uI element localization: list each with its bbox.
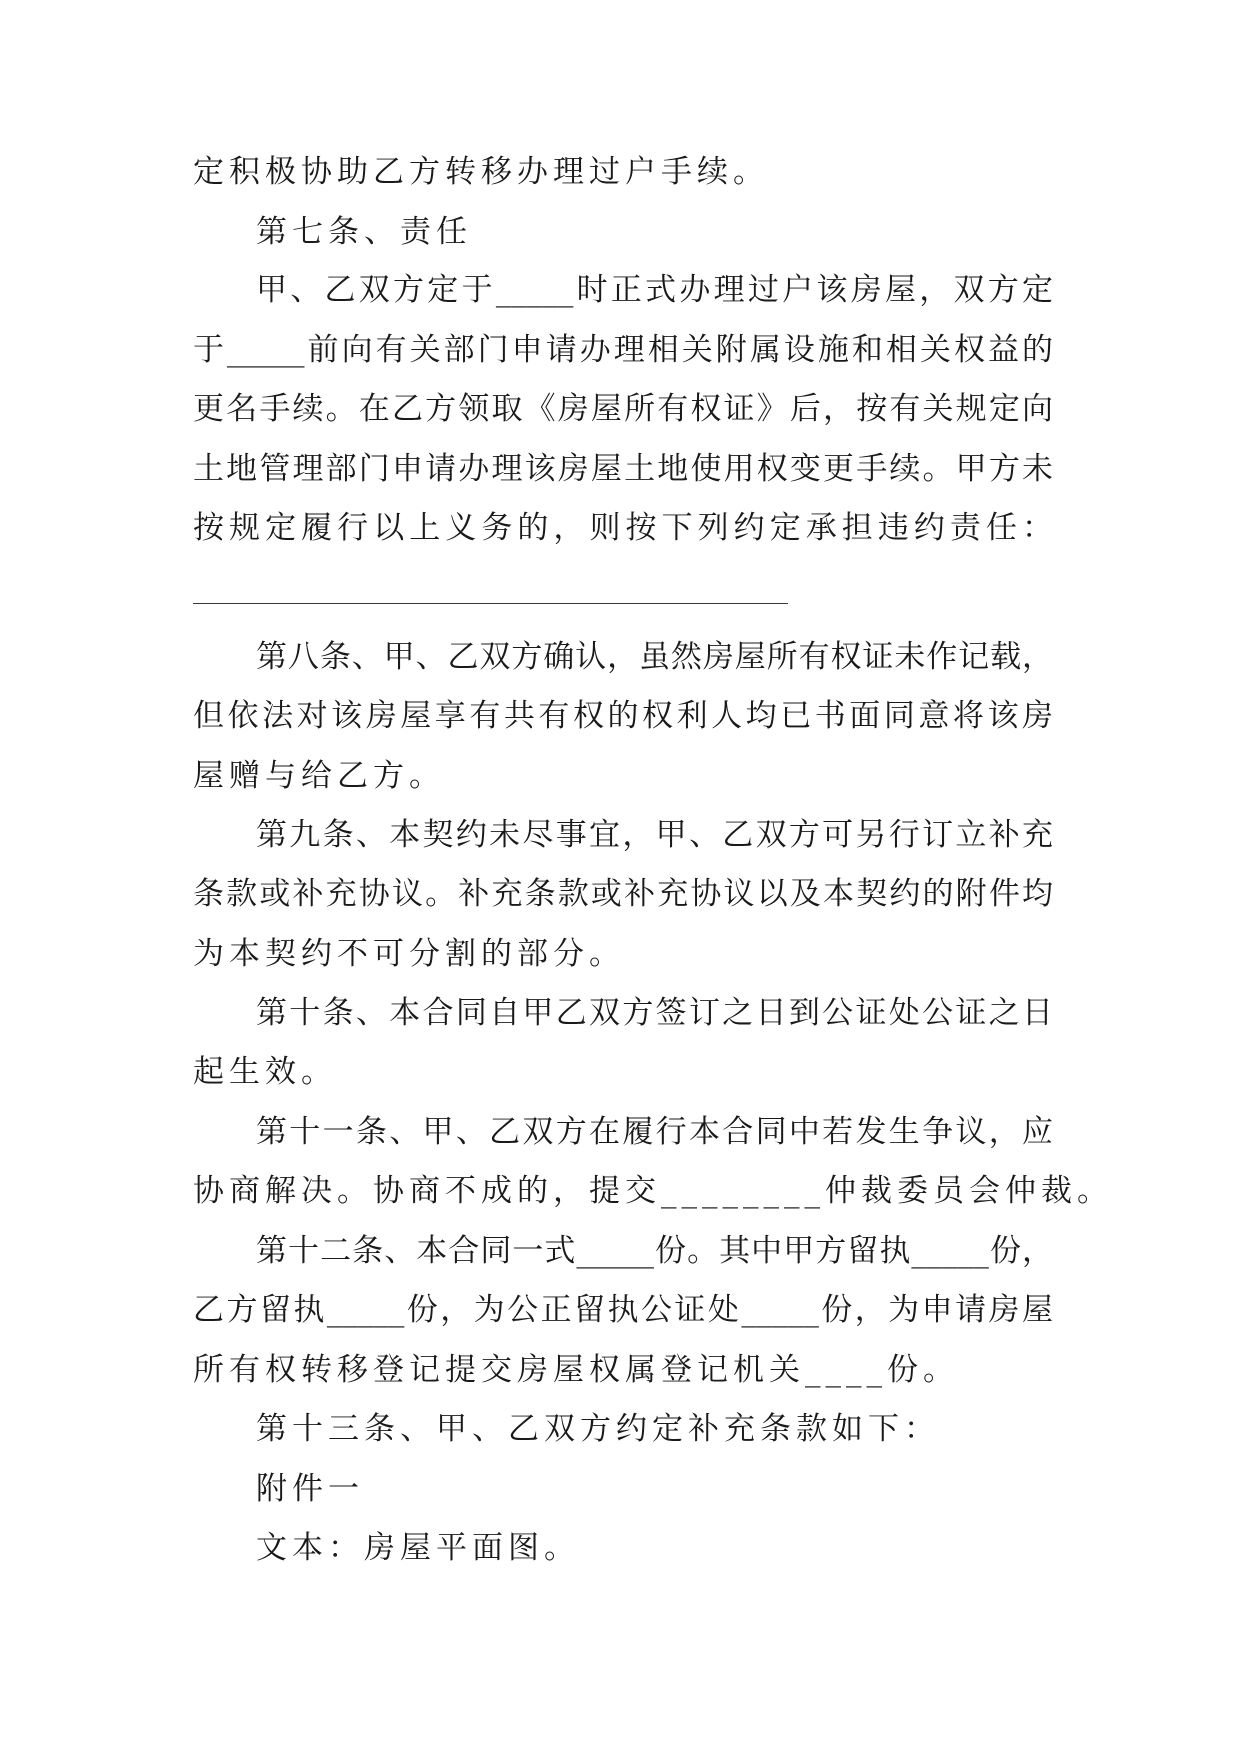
text-line: 屋赠与给乙方。 <box>193 758 445 794</box>
text-line: 于_____前向有关部门申请办理相关附属设施和相关权益的 <box>193 332 1053 368</box>
text-line: 但依法对该房屋享有共有权的权利人均已书面同意将该房 <box>193 698 1053 734</box>
text-line: 条款或补充协议。补充条款或补充协议以及本契约的附件均 <box>193 876 1053 912</box>
section-heading: 第七条、责任 <box>256 214 472 250</box>
text-line: 为本契约不可分割的部分。 <box>193 936 625 972</box>
text-line: 协商解决。协商不成的，提交________仲裁委员会仲裁。 <box>193 1173 1113 1209</box>
text-line: 土地管理部门申请办理该房屋土地使用权变更手续。甲方未 <box>193 451 1053 487</box>
text-line: 所有权转移登记提交房屋权属登记机关____份。 <box>193 1352 959 1388</box>
fill-in-blank-line <box>193 603 788 604</box>
attachment-heading: 附件一 <box>256 1471 364 1507</box>
text-line: 第十一条、甲、乙双方在履行本合同中若发生争议，应 <box>256 1114 1053 1150</box>
text-line: 更名手续。在乙方领取《房屋所有权证》后，按有关规定向 <box>193 391 1053 427</box>
text-line: 第十条、本合同自甲乙双方签订之日到公证处公证之日 <box>256 995 1053 1031</box>
text-line: 乙方留执_____份，为公正留执公证处_____份，为申请房屋 <box>193 1292 1053 1328</box>
text-line: 定积极协助乙方转移办理过户手续。 <box>193 154 769 190</box>
text-line: 第八条、甲、乙双方确认，虽然房屋所有权证未作记载， <box>256 639 1053 675</box>
text-line: 第九条、本契约未尽事宜，甲、乙双方可另行订立补充 <box>256 817 1053 853</box>
text-line: 文本：房屋平面图。 <box>256 1530 580 1566</box>
text-line: 起生效。 <box>193 1054 337 1090</box>
text-line: 甲、乙双方定于_____时正式办理过户该房屋，双方定 <box>256 272 1053 308</box>
text-line: 按规定履行以上义务的，则按下列约定承担违约责任： <box>193 510 1053 546</box>
text-line: 第十三条、甲、乙双方约定补充条款如下： <box>256 1411 940 1447</box>
text-line: 第十二条、本合同一式_____份。其中甲方留执_____份， <box>256 1233 1053 1269</box>
